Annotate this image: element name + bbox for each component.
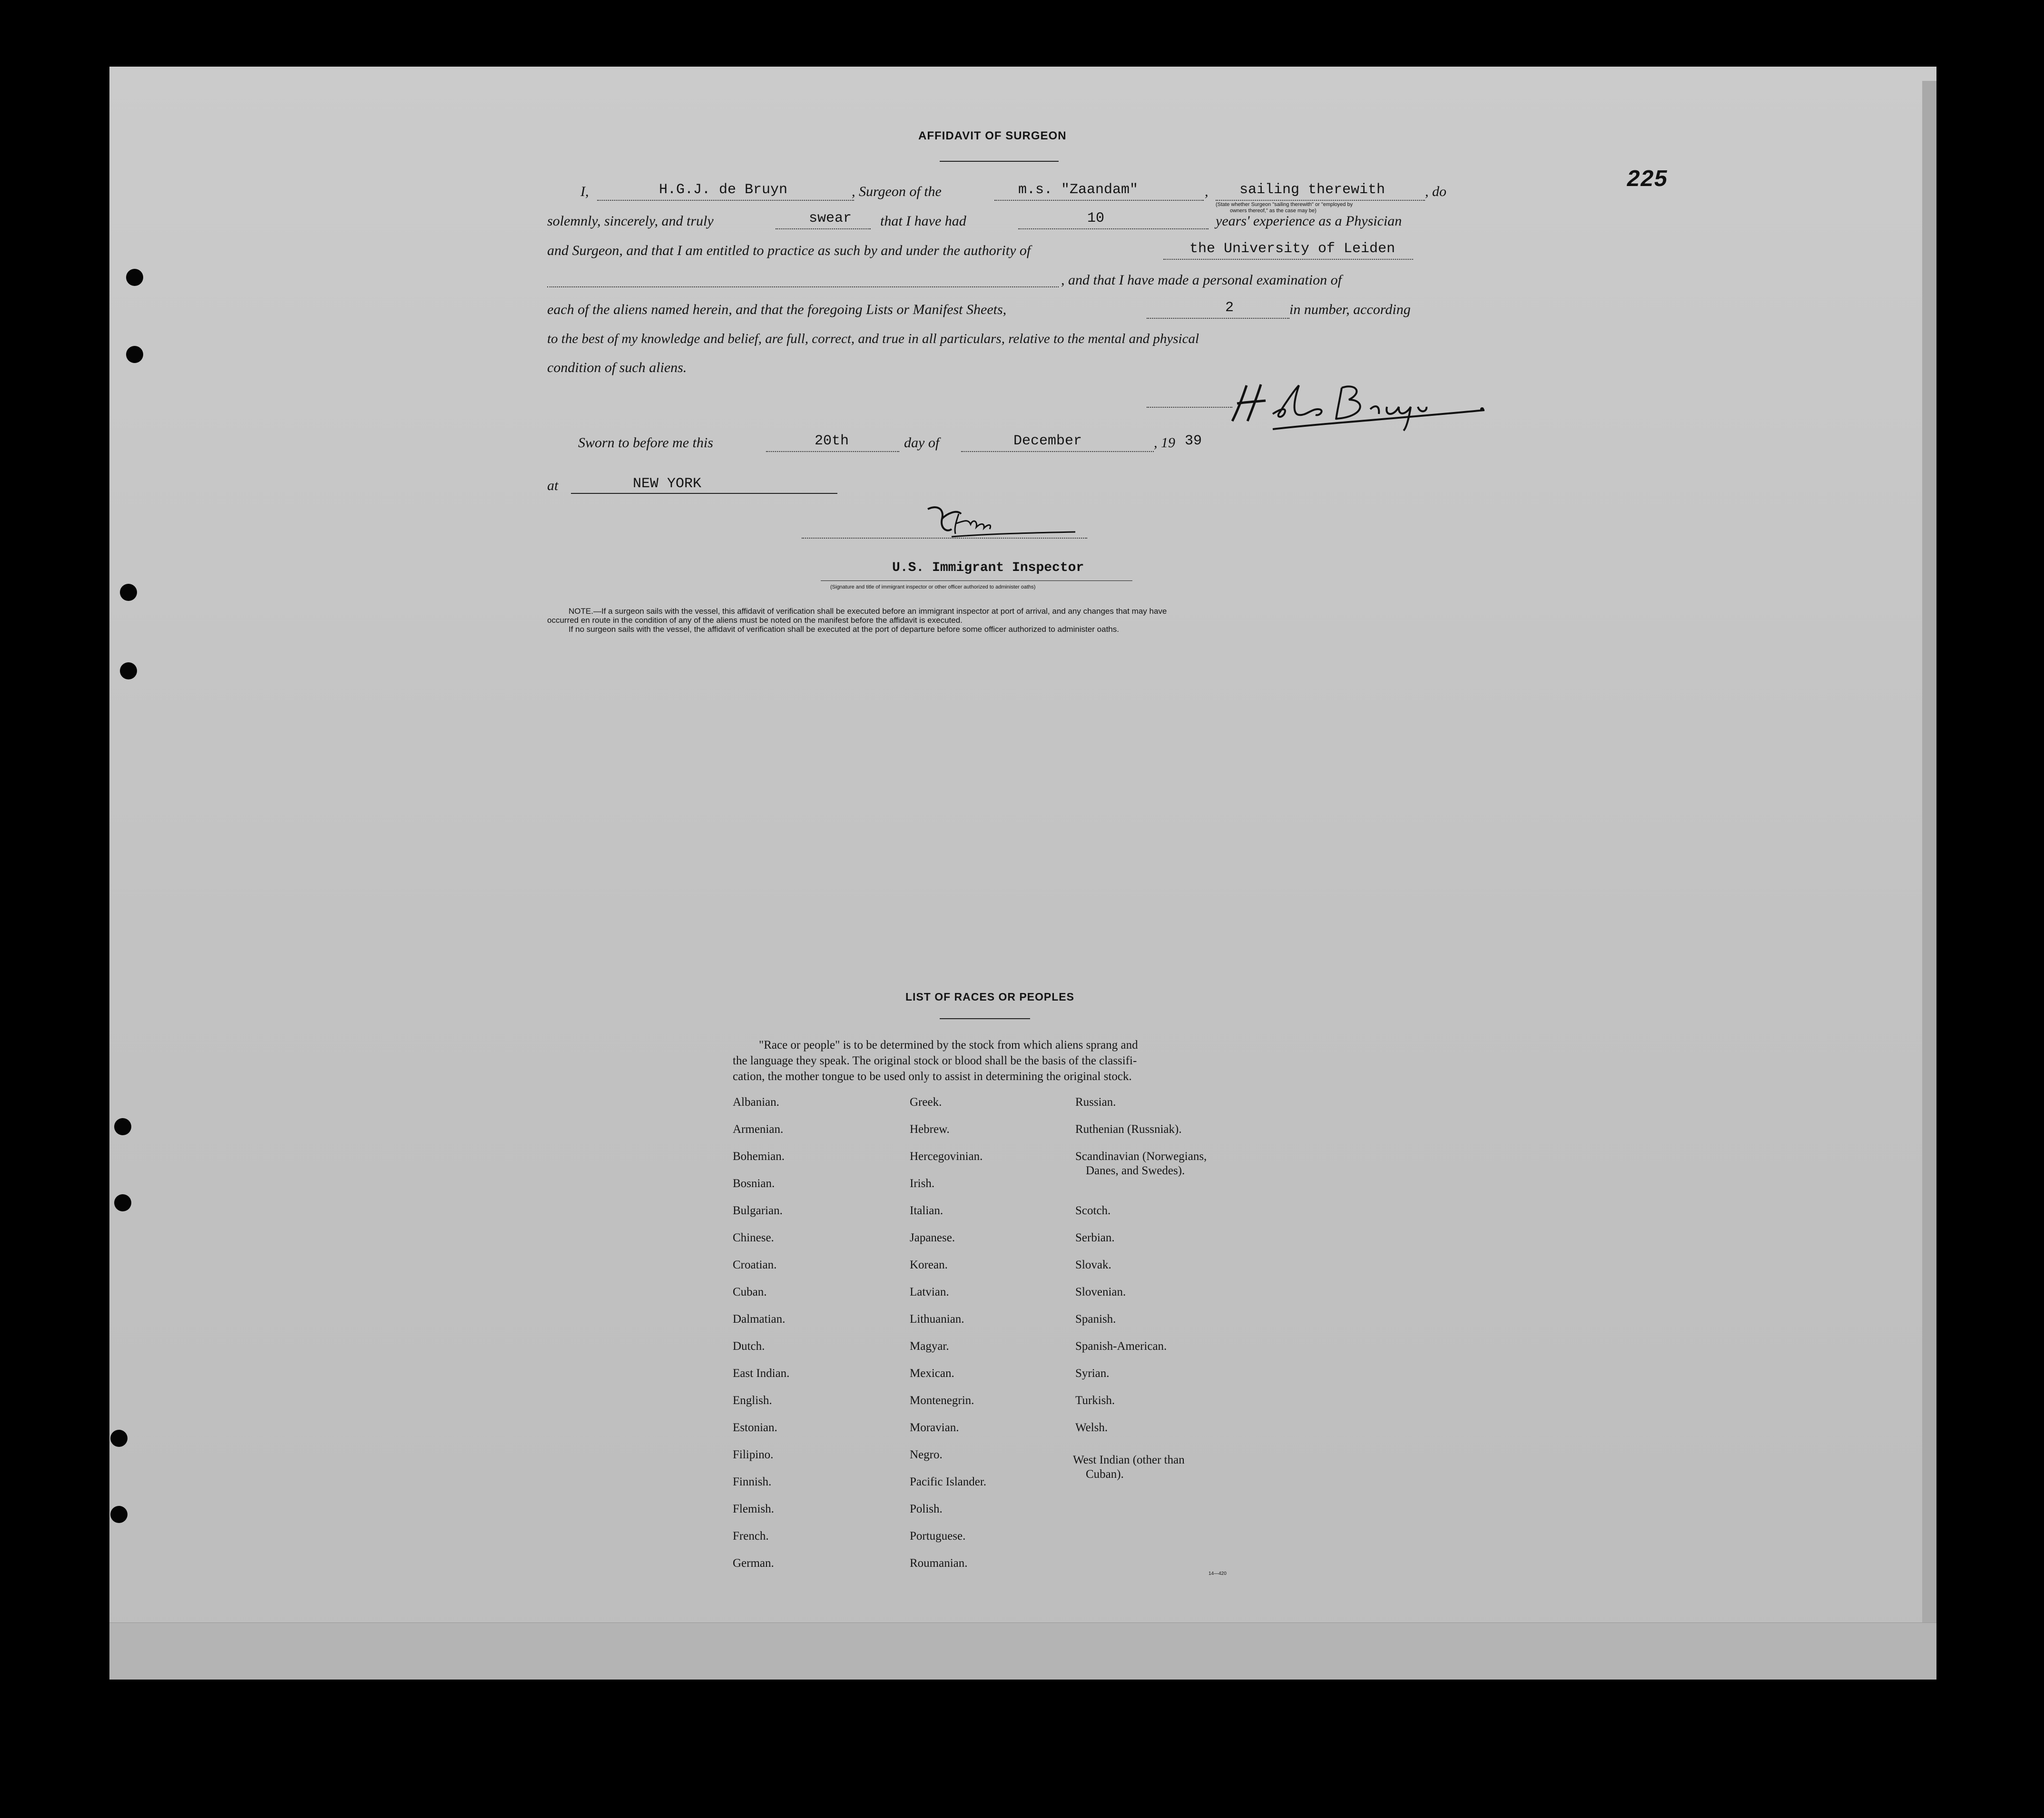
race-item: Scotch. xyxy=(1075,1204,1111,1217)
binder-hole xyxy=(126,346,143,363)
aliens-line: each of the aliens named herein, and that the foregoing Lists or Manifest Sheets, xyxy=(547,302,1007,317)
affidavit-title: AFFIDAVIT OF SURGEON xyxy=(918,129,1067,142)
authority: the University of Leiden xyxy=(1189,241,1395,257)
race-item: Cuban. xyxy=(733,1286,767,1298)
races-title-rule xyxy=(940,1018,1030,1019)
race-item: Polish. xyxy=(910,1503,943,1515)
oath-line xyxy=(776,228,871,229)
state-note-1: (State whether Surgeon "sailing therewith" or "employed by xyxy=(1216,202,1353,207)
that-label: that I have had xyxy=(880,213,966,229)
race-item: Croatian. xyxy=(733,1258,777,1271)
race-item: Bohemian. xyxy=(733,1150,785,1163)
day-of-label: day of xyxy=(904,435,940,451)
races-column-1 xyxy=(733,1095,789,1583)
race-item: Korean. xyxy=(910,1258,948,1271)
race-item: Irish. xyxy=(910,1177,935,1190)
surgeon-of-label: , Surgeon of the xyxy=(852,184,942,199)
experience-label: years' experience as a Physician xyxy=(1216,213,1402,229)
surgeon-signature-line xyxy=(1147,407,1232,408)
race-item: Bosnian. xyxy=(733,1177,775,1190)
race-item: Japanese. xyxy=(910,1231,955,1244)
years-count: 10 xyxy=(1087,210,1105,226)
race-item: Slovenian. xyxy=(1075,1286,1126,1298)
day-line xyxy=(766,451,899,452)
race-item: Magyar. xyxy=(910,1340,949,1353)
race-item: Danes, and Swedes). xyxy=(1086,1164,1185,1177)
race-item: Estonian. xyxy=(733,1421,777,1434)
at-label: at xyxy=(547,478,559,493)
race-item: Montenegrin. xyxy=(910,1394,974,1407)
sheets-line xyxy=(1147,318,1289,319)
page-number-stamp: 225 xyxy=(1625,166,1671,191)
race-item: Hercegovinian. xyxy=(910,1150,983,1163)
race-item: Pacific Islander. xyxy=(910,1475,987,1488)
race-item: Welsh. xyxy=(1075,1421,1108,1434)
race-item: Turkish. xyxy=(1075,1394,1115,1407)
i-label: I, xyxy=(580,184,589,199)
year-suffix: 39 xyxy=(1185,433,1202,449)
races-intro-1: "Race or people" is to be determined by the stock from which aliens sprang and xyxy=(759,1039,1138,1051)
year-prefix: , 19 xyxy=(1154,435,1175,451)
race-item: Negro. xyxy=(910,1448,943,1461)
race-item: Albanian. xyxy=(733,1096,779,1109)
month-line xyxy=(961,451,1154,452)
race-item: Serbian. xyxy=(1075,1231,1115,1244)
races-intro-2: the language they speak. The original stock or blood shall be the basis of the classifi- xyxy=(733,1054,1137,1067)
race-item: Moravian. xyxy=(910,1421,959,1434)
race-item: Ruthenian (Russniak). xyxy=(1075,1123,1182,1136)
sworn-month: December xyxy=(1013,433,1082,449)
authority-continuation-line xyxy=(547,286,1059,287)
race-item: East Indian. xyxy=(733,1367,790,1380)
race-item: Hebrew. xyxy=(910,1123,950,1136)
race-item: Armenian. xyxy=(733,1123,784,1136)
state-note-2: owners thereof," as the case may be) xyxy=(1230,208,1317,214)
race-item: Slovak. xyxy=(1075,1258,1111,1271)
oath-word: swear xyxy=(809,210,852,226)
vessel-name: m.s. "Zaandam" xyxy=(1018,182,1139,198)
race-item: Filipino. xyxy=(733,1448,774,1461)
sheet-edge-right xyxy=(1922,81,1936,1680)
authority-line xyxy=(1163,259,1413,260)
binder-hole xyxy=(114,1194,131,1211)
race-item: Spanish-American. xyxy=(1075,1340,1167,1353)
sworn-place: NEW YORK xyxy=(633,476,702,492)
sworn-day: 20th xyxy=(815,433,849,449)
race-item: Syrian. xyxy=(1075,1367,1110,1380)
sailing-status: sailing therewith xyxy=(1239,182,1386,198)
number-label: in number, according xyxy=(1289,302,1411,317)
race-item: Dutch. xyxy=(733,1340,765,1353)
note-line-1: NOTE.—If a surgeon sails with the vessel, this affidavit of verification shall be executed before an immigrant inspector at port of arrival, and any changes that may have xyxy=(569,607,1167,616)
race-item: Portuguese. xyxy=(910,1530,966,1543)
binder-hole xyxy=(110,1506,128,1523)
binder-hole xyxy=(110,1430,128,1447)
races-column-2 xyxy=(910,1095,986,1583)
binder-hole xyxy=(120,584,137,601)
race-item: Dalmatian. xyxy=(733,1313,786,1326)
sworn-label: Sworn to before me this xyxy=(578,435,713,451)
do-label: , do xyxy=(1425,184,1446,199)
races-title: LIST OF RACES OR PEOPLES xyxy=(905,991,1074,1003)
note-line-3: If no surgeon sails with the vessel, the affidavit of verification shall be executed at the port of departure before some officer authorized to administer oaths. xyxy=(569,625,1119,634)
manifest-sheet xyxy=(109,67,1936,1680)
race-item: Russian. xyxy=(1075,1096,1116,1109)
sheets-count: 2 xyxy=(1225,300,1234,316)
note-line-2: occurred en route in the condition of any of the aliens must be noted on the manifest before the affidavit is executed. xyxy=(547,616,963,625)
surgeon-name: H.G.J. de Bruyn xyxy=(659,182,788,198)
surgeon-line: and Surgeon, and that I am entitled to practice as such by and under the authority of xyxy=(547,243,1031,258)
inspector-signature xyxy=(918,500,1090,542)
comma-label: , xyxy=(1205,184,1209,199)
race-item: French. xyxy=(733,1530,769,1543)
form-number: 14—420 xyxy=(1209,1571,1227,1576)
sheet-edge-bottom xyxy=(109,1622,1936,1680)
inspector-title-rule xyxy=(821,580,1132,581)
race-item: English. xyxy=(733,1394,772,1407)
race-item: Greek. xyxy=(910,1096,942,1109)
race-item: Cuban). xyxy=(1086,1468,1124,1481)
race-item: Lithuanian. xyxy=(910,1313,964,1326)
binder-hole xyxy=(114,1118,131,1135)
binder-hole xyxy=(126,269,143,286)
race-item: Chinese. xyxy=(733,1231,774,1244)
race-item: Mexican. xyxy=(910,1367,954,1380)
sailing-status-line xyxy=(1216,200,1425,201)
race-item: Roumanian. xyxy=(910,1557,968,1570)
page-fold-line xyxy=(109,1622,1936,1623)
binder-hole xyxy=(120,662,137,679)
inspector-caption: (Signature and title of immigrant inspector or other officer authorized to administer oaths) xyxy=(830,584,1036,590)
race-item: Italian. xyxy=(910,1204,943,1217)
surgeon-name-line xyxy=(597,200,854,201)
vessel-line xyxy=(994,200,1204,201)
belief-line: to the best of my knowledge and belief, are full, correct, and true in all particulars, relative to the mental and physical xyxy=(547,331,1199,346)
exam-label: , and that I have made a personal examination of xyxy=(1061,272,1342,288)
races-column-3 xyxy=(1075,1204,1167,1448)
surgeon-signature xyxy=(1228,376,1494,433)
race-item: West Indian (other than xyxy=(1073,1454,1185,1466)
affidavit-title-rule xyxy=(940,161,1059,162)
race-item: German. xyxy=(733,1557,774,1570)
solemnly-label: solemnly, sincerely, and truly xyxy=(547,213,714,229)
race-item: Finnish. xyxy=(733,1475,772,1488)
race-item: Bulgarian. xyxy=(733,1204,783,1217)
place-line xyxy=(571,493,837,494)
condition-line: condition of such aliens. xyxy=(547,360,687,375)
race-item: Scandinavian (Norwegians, xyxy=(1075,1150,1207,1163)
race-item: Spanish. xyxy=(1075,1313,1116,1326)
inspector-signature-line xyxy=(802,538,1087,539)
race-item: Latvian. xyxy=(910,1286,949,1298)
inspector-title: U.S. Immigrant Inspector xyxy=(892,560,1084,575)
race-item: Flemish. xyxy=(733,1503,774,1515)
years-line xyxy=(1018,228,1209,229)
races-intro-3: cation, the mother tongue to be used only to assist in determining the original stock. xyxy=(733,1070,1132,1083)
